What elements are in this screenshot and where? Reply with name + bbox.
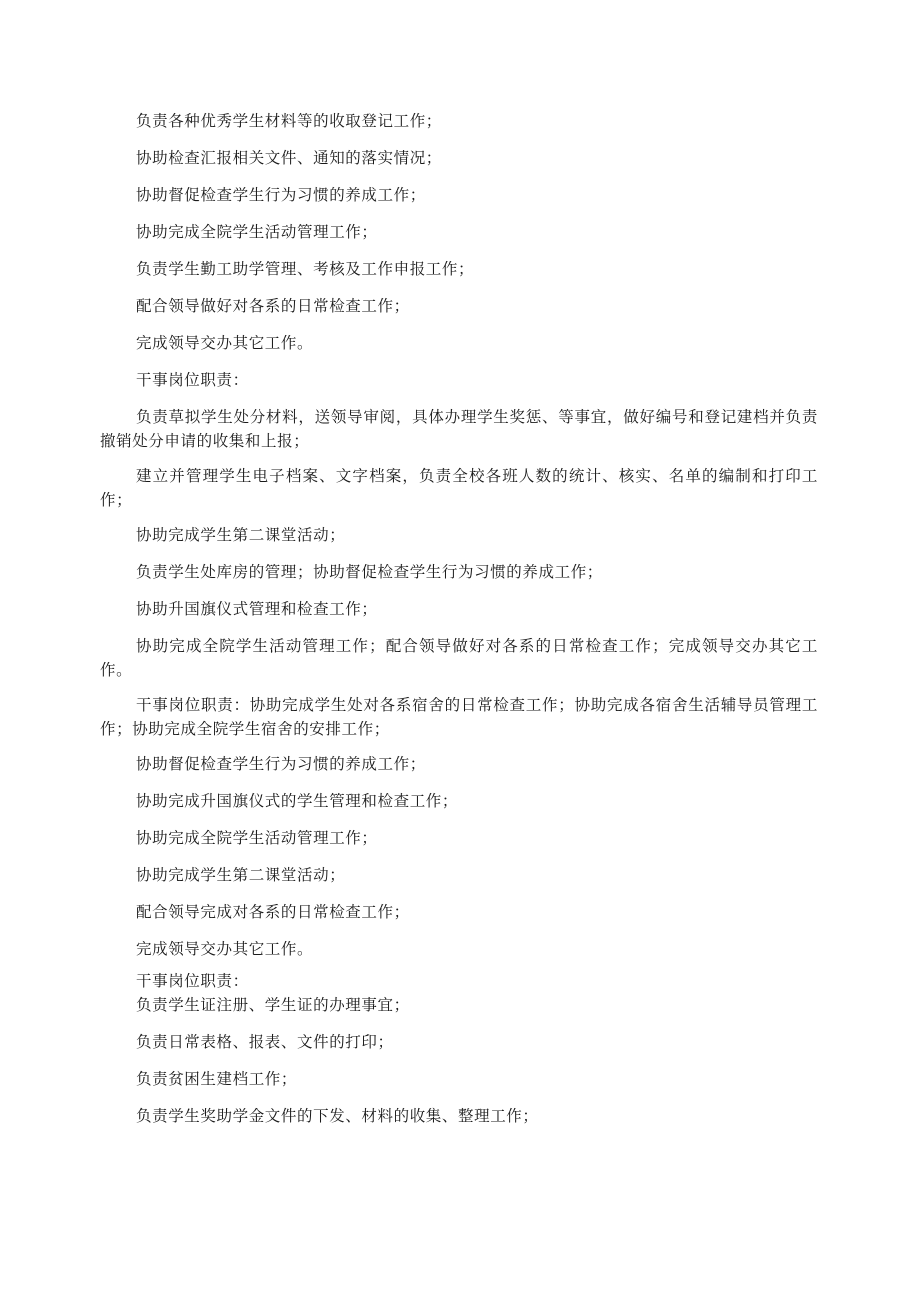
paragraph: 完成领导交办其它工作。 <box>136 334 314 352</box>
paragraph: 配合领导做好对各系的日常检查工作； <box>136 297 410 315</box>
paragraph: 负责学生处库房的管理；协助督促检查学生行为习惯的养成工作； <box>136 563 603 581</box>
paragraph: 协助升国旗仪式管理和检查工作； <box>136 600 378 618</box>
paragraph: 建立并管理学生电子档案、文字档案，负责全校各班人数的统计、核实、名单的编制和打印工作； <box>100 467 818 509</box>
paragraph: 协助完成学生第二课堂活动； <box>136 866 346 884</box>
document-body <box>100 109 818 1141</box>
paragraph: 负责学生奖助学金文件的下发、材料的收集、整理工作； <box>136 1107 539 1125</box>
paragraph: 协助完成全院学生活动管理工作； <box>136 829 378 847</box>
paragraph: 协助督促检查学生行为习惯的养成工作； <box>136 186 426 204</box>
paragraph: 负责学生证注册、学生证的办理事宜； <box>136 996 410 1014</box>
paragraph: 干事岗位职责：协助完成学生处对各系宿舍的日常检查工作；协助完成各宿舍生活辅导员管理工作；协助完成全院学生宿舍的安排工作； <box>100 696 818 738</box>
paragraph: 协助完成升国旗仪式的学生管理和检查工作； <box>136 792 459 810</box>
section-heading: 干事岗位职责： <box>136 371 249 389</box>
paragraph: 协助督促检查学生行为习惯的养成工作； <box>136 755 426 773</box>
paragraph: 协助完成学生第二课堂活动； <box>136 526 346 544</box>
paragraph: 负责贫困生建档工作； <box>136 1070 298 1088</box>
paragraph: 配合领导完成对各系的日常检查工作； <box>136 903 410 921</box>
section-heading: 干事岗位职责： <box>136 972 249 990</box>
paragraph: 负责各种优秀学生材料等的收取登记工作； <box>136 112 442 130</box>
paragraph: 负责草拟学生处分材料，送领导审阅，具体办理学生奖惩、等事宜，做好编号和登记建档并负责撤销处分申请的收集和上报； <box>100 408 818 450</box>
paragraph: 负责学生勤工助学管理、考核及工作申报工作； <box>136 260 475 278</box>
paragraph: 协助检查汇报相关文件、通知的落实情况； <box>136 149 442 167</box>
paragraph: 协助完成全院学生活动管理工作； <box>136 223 378 241</box>
paragraph: 完成领导交办其它工作。 <box>136 940 314 958</box>
paragraph: 协助完成全院学生活动管理工作；配合领导做好对各系的日常检查工作；完成领导交办其它工作。 <box>100 637 818 679</box>
paragraph: 负责日常表格、报表、文件的打印； <box>136 1033 394 1051</box>
